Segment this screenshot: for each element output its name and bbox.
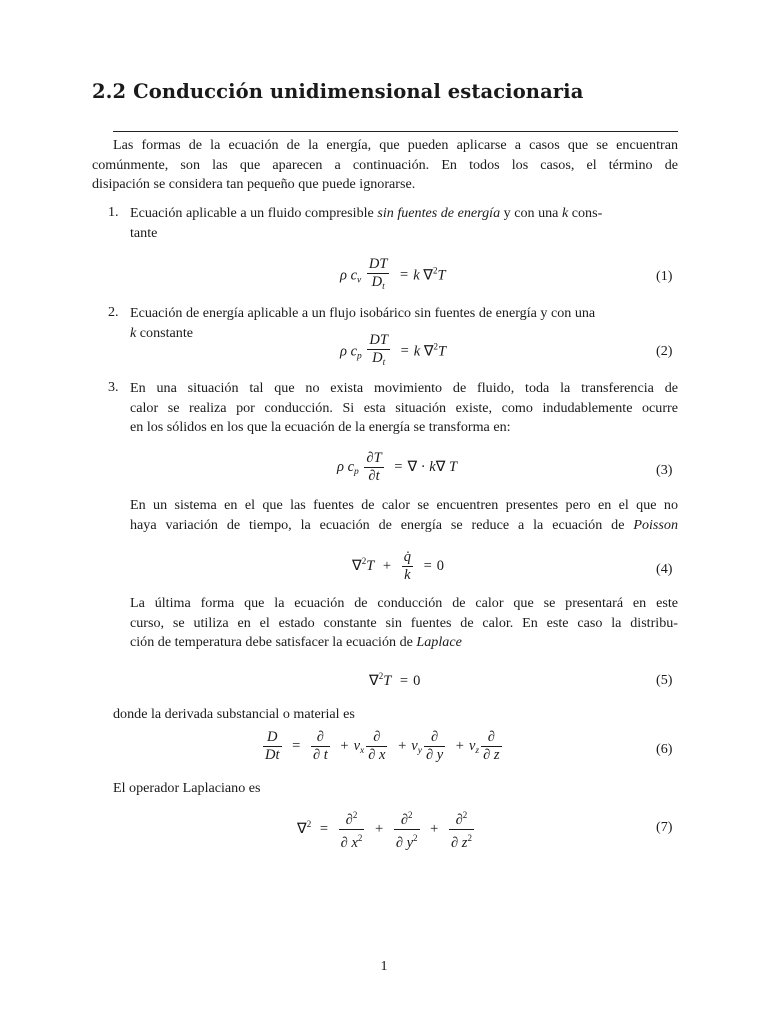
item-1-line-2: tante — [130, 224, 158, 241]
title-rule — [113, 131, 678, 132]
equation-6-number: (6) — [656, 741, 673, 757]
item-2-number: 2. — [108, 304, 119, 320]
section-title: 2.2 Conducción unidimensional estacionaria — [92, 80, 584, 103]
equation-1: ρ $c_v$ $\frac{DT}{D_t}$ = k ∇$^2$T — [340, 256, 446, 296]
page-number: 1 — [380, 958, 388, 974]
item-2-line-2: k constante — [130, 324, 194, 341]
equation-5: ∇$^2$T = 0 — [369, 671, 421, 689]
poisson-line-1: En un sistema en el que las fuentes de calor se encuentren presentes pero en el que no — [130, 497, 678, 513]
equation-2-number: (2) — [656, 343, 673, 359]
intro-paragraph — [92, 136, 678, 195]
item-1-number: 1. — [108, 204, 119, 220]
intro-line-1: Las formas de la ecuación de la energía, que pueden aplicarse a casos que se encuentran — [113, 137, 678, 153]
equation-3: ρ $c_p$ $\frac{\partial T}{\partial t}$ = ∇ · k∇ T — [337, 450, 458, 484]
laplaciano-text: El operador Laplaciano es — [113, 780, 261, 796]
item-3-line-3: en los sólidos en los que la ecuación de la energía se transforma en: — [130, 419, 511, 435]
intro-line-3: disipación se considera tan pequeño que puede ignorarse. — [92, 176, 416, 192]
equation-7: ∇$^2$ = $\frac{\partial^2}{\partial x^2}$ + $\frac{\partial^2}{\partial y^2}$ + $\frac{\partial^2}{\partial z^2}$ — [297, 810, 472, 851]
equation-1-number: (1) — [656, 268, 673, 284]
laplace-line-2: curso, se utiliza en el estado constante sin fuentes de calor. En este caso la distribu- — [130, 614, 678, 631]
equation-3-number: (3) — [656, 462, 673, 478]
item-3-text — [130, 379, 678, 438]
laplace-paragraph — [130, 594, 678, 653]
poisson-line-2: haya variación de tiempo, la ecuación de energía se reduce a la ecuación de Poisson — [130, 516, 678, 533]
equation-5-number: (5) — [656, 672, 673, 688]
equation-7-number: (7) — [656, 819, 673, 835]
item-3-line-2: calor se realiza por conducción. Si esta situación existe, como indudablemente ocurre — [130, 399, 678, 416]
derivada-text: donde la derivada substancial o material es — [113, 706, 355, 722]
intro-line-2: comúnmente, son las que aparecen a continuación. En todos los casos, el término de — [92, 156, 678, 173]
equation-2: ρ $c_p$ $\frac{DT}{D_t}$ = k ∇$^2$T — [340, 332, 446, 372]
laplace-line-1: La última forma que la ecuación de conducción de calor que se presentará en este — [130, 595, 678, 611]
item-3-number: 3. — [108, 379, 119, 395]
poisson-paragraph — [130, 496, 678, 535]
equation-6: $\frac{D}{Dt}$ = $\frac{\partial}{\partial t}$ + $v_x$ $\frac{\partial}{\partial x}$ + $v_y$ $\frac{\partial}{\partial y}$ + $v_z$ $\frac{\partial}{\partial z}$ — [265, 729, 500, 763]
item-1-line-1: Ecuación aplicable a un fluido compresible sin fuentes de energía y con una k cons- — [130, 205, 603, 221]
item-2-line-1: Ecuación de energía aplicable a un flujo isobárico sin fuentes de energía y con una — [130, 305, 596, 321]
equation-4-number: (4) — [656, 561, 673, 577]
item-1-text — [130, 204, 678, 243]
laplace-line-3: ción de temperatura debe satisfacer la ecuación de Laplace — [130, 634, 462, 650]
equation-4: ∇$^2$T + $\frac{q̇}{k}$ = 0 — [352, 549, 445, 583]
item-3-line-1: En una situación tal que no exista movimiento de fluido, toda la transferencia de — [130, 380, 678, 396]
